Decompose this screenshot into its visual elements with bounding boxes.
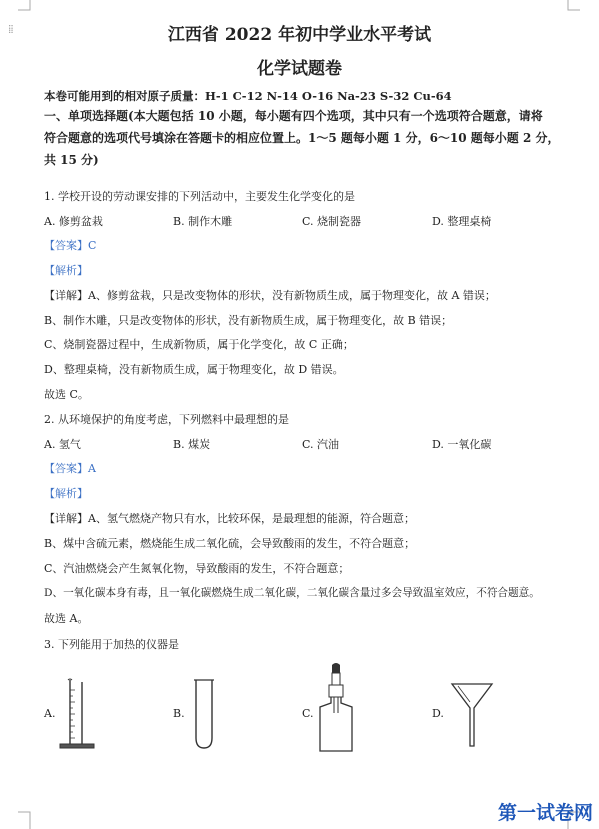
q2-analysis-tag: 【解析】 [44,487,88,500]
q2-detail-b: B、煤中含硫元素，燃烧能生成二氧化硫，会导致酸雨的发生，不符合题意； [44,537,416,550]
q3-option-b: B. [173,707,185,720]
page-title: 江西省 2022 年初中学业水平考试 [167,25,432,45]
q3-option-c: C. [302,707,314,720]
q2-detail-tag: 【详解】 [44,512,88,525]
test-tube-icon [190,678,220,750]
q1-stem: 1. 学校开设的劳动课安排的下列活动中，主要发生化学变化的是 [44,190,355,203]
q1-answer: 【答案】C [44,239,97,252]
q1-analysis-tag: 【解析】 [44,264,88,277]
section-instructions-line3: 共 15 分) [44,153,99,167]
q3-option-d: D. [432,707,444,720]
ruler-handle[interactable]: ⁞⁞ [8,22,13,36]
q1-conclusion: 故选 C。 [44,388,89,401]
q1-detail-d: D、整理桌椅，没有新物质生成，属于物理变化，故 D 错误。 [44,363,344,376]
q3-option-a: A. [44,707,56,720]
q3-stem: 3. 下列能用于加热的仪器是 [44,638,179,651]
q1-detail-c: C、烧制瓷器过程中，生成新物质，属于化学变化，故 C 正确； [44,338,354,351]
section-instructions-line2: 符合题意的选项代号填涂在答题卡的相应位置上。1～5 题每小题 1 分，6～10 题每小题 2 分， [44,131,560,145]
q1-option-c: C. 烧制瓷器 [302,215,362,228]
q2-detail-a: 【详解】A、氢气燃烧产物只有水，比较环保，是最理想的能源，符合题意； [44,512,415,525]
section-instructions-line1: 一、单项选择题(本大题包括 10 小题，每小题有四个选项，其中只有一个选项符合题意，请将 [44,109,543,123]
q2-detail-d: D、一氧化碳本身有毒，且一氧化碳燃烧生成二氧化碳，二氧化碳含量过多会导致温室效应，不符合题意。 [44,587,540,599]
q1-detail-a: 【详解】A、修剪盆栽，只是改变物体的形状，没有新物质生成，属于物理变化，故 A 错误； [44,289,496,302]
q2-answer: 【答案】A [44,462,96,475]
atomic-mass-line: 本卷可能用到的相对原子质量：H-1 C-12 N-14 O-16 Na-23 S-32 Cu-64 [44,89,452,103]
graduated-cylinder-icon [58,678,98,750]
q2-option-a: A. 氢气 [44,438,81,451]
q1-option-a: A. 修剪盆栽 [44,215,103,228]
q2-detail-c: C、汽油燃烧会产生氮氧化物，导致酸雨的发生，不符合题意； [44,562,350,575]
q1-detail-b: B、制作木雕，只是改变物体的形状，没有新物质生成，属于物理变化，故 B 错误； [44,314,453,327]
q1-option-b: B. 制作木雕 [173,215,233,228]
dropper-bottle-icon [312,663,362,753]
q2-conclusion: 故选 A。 [44,612,89,625]
q1-option-d: D. 整理桌椅 [432,215,492,228]
q2-stem: 2. 从环境保护的角度考虑，下列燃料中最理想的是 [44,413,289,426]
q2-option-b: B. 煤炭 [173,438,211,451]
q2-option-c: C. 汽油 [302,438,340,451]
funnel-icon [450,682,494,748]
q1-detail-tag: 【详解】 [44,289,88,302]
page-subtitle: 化学试题卷 [257,59,342,79]
section-instructions [44,105,564,171]
watermark-logo: 第一试卷网 [497,802,593,824]
q2-option-d: D. 一氧化碳 [432,438,492,451]
